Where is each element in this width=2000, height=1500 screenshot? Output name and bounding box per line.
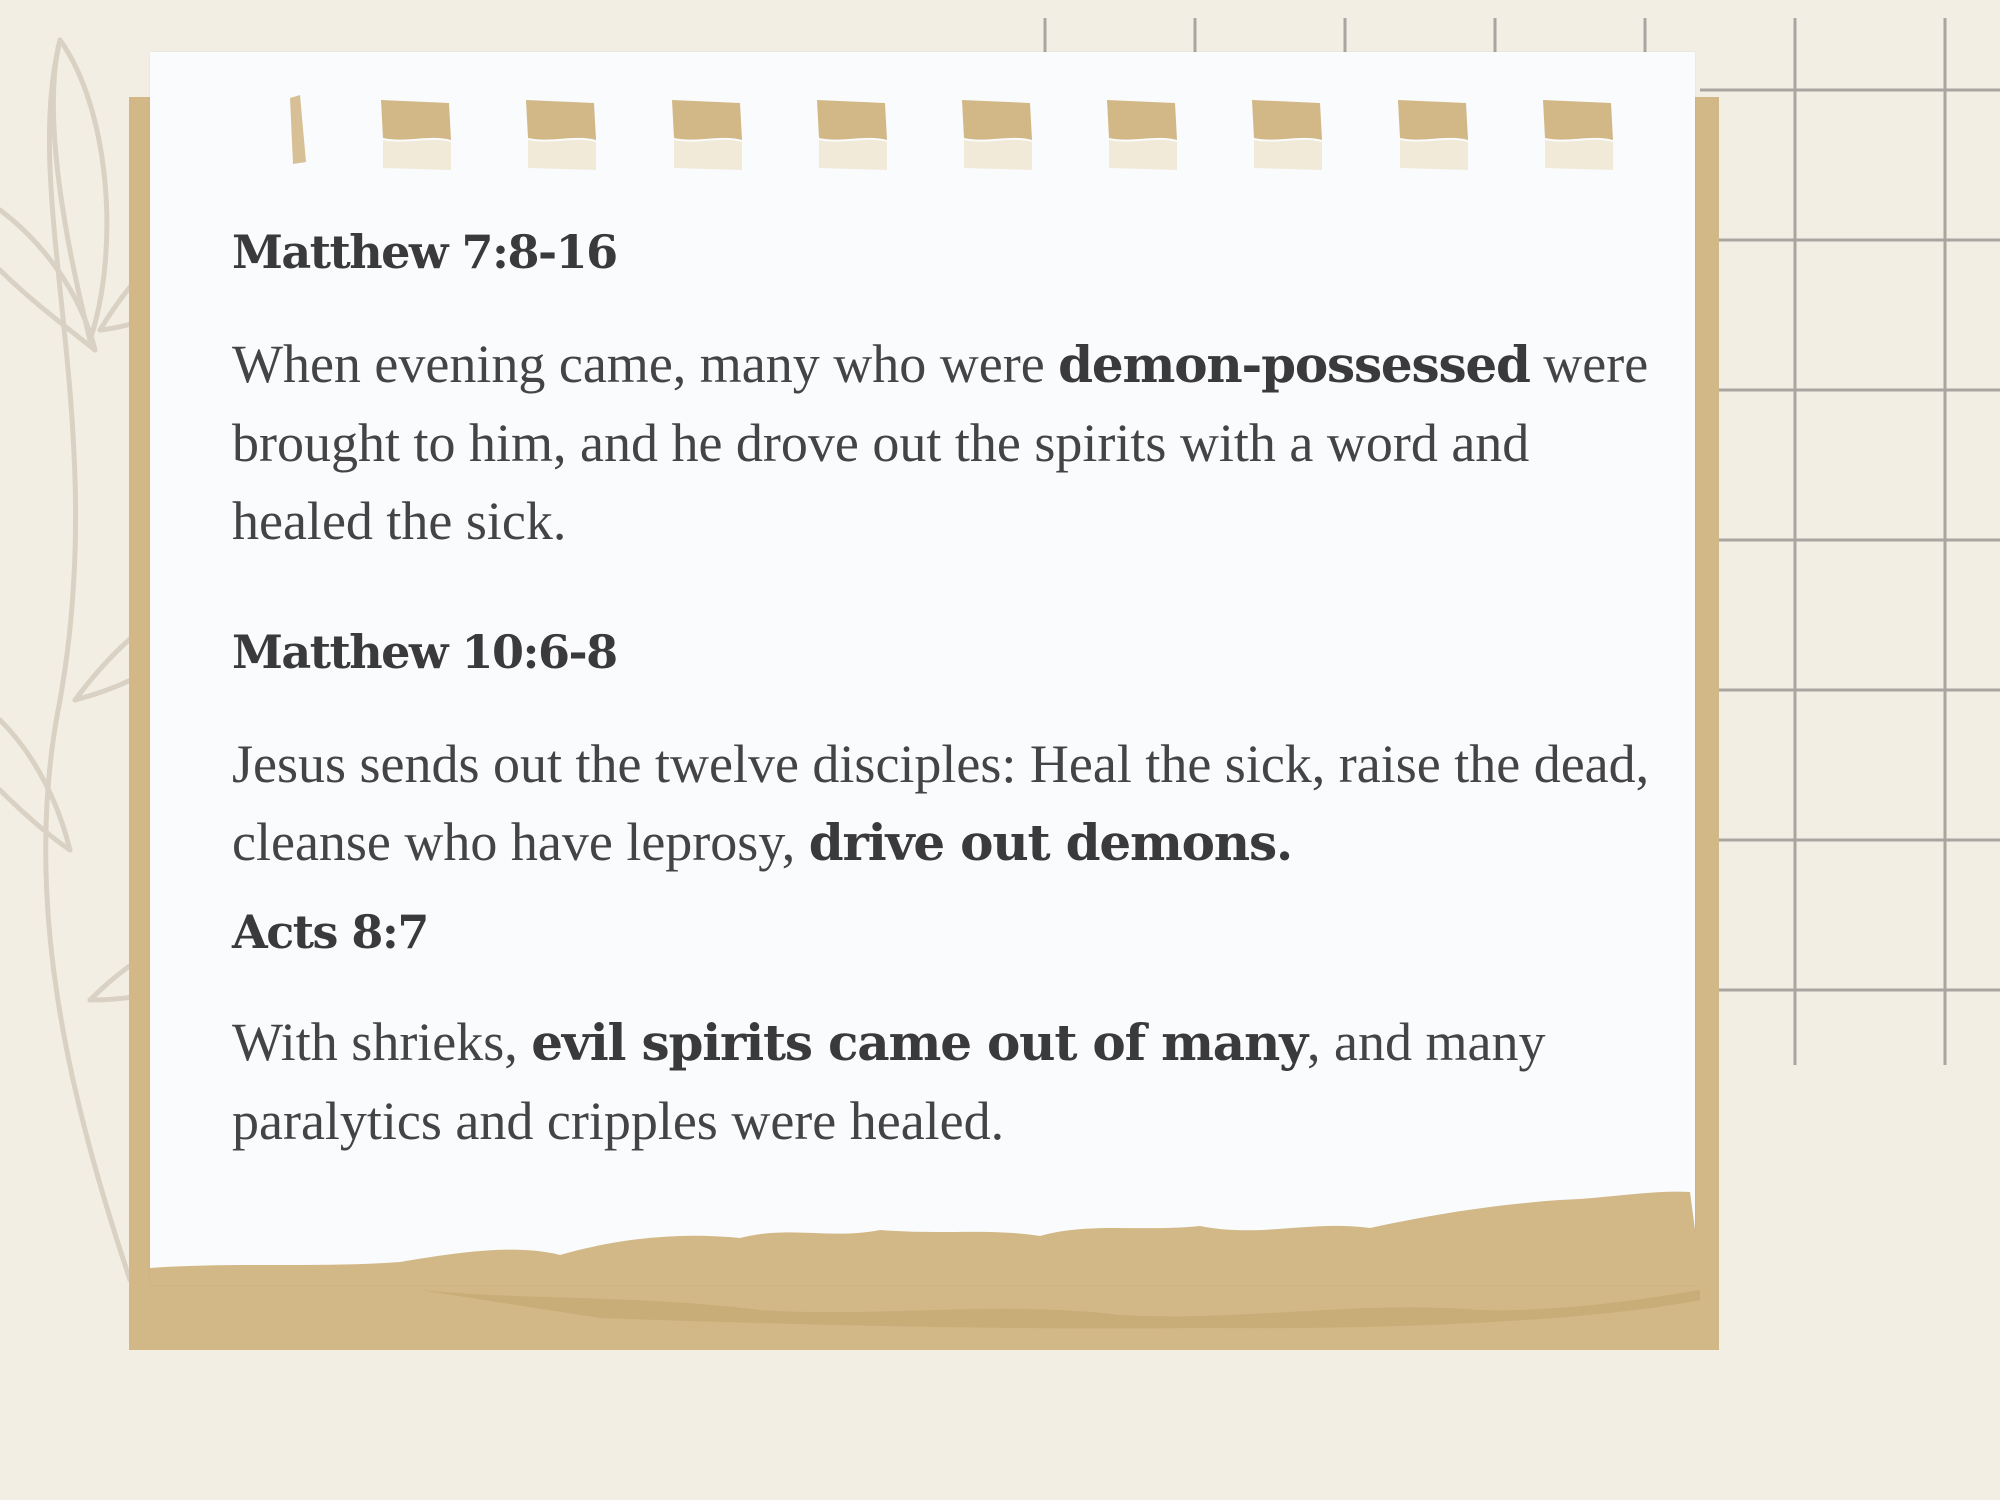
passage-emphasis: evil spirits came out of many bbox=[531, 1013, 1307, 1072]
passage-text: With shrieks, evil spirits came out of many, and many paralytics and cripples were healed. bbox=[232, 1012, 1546, 1151]
passage-reference: Acts 8:7 bbox=[232, 905, 428, 959]
passage-text: When evening came, many who were demon-possessed were brought to him, and he drove out the spirits with a word and healed the sick. bbox=[232, 334, 1649, 551]
passage-reference: Matthew 10:6-8 bbox=[232, 625, 617, 679]
passage-text: Jesus sends out the twelve disciples: Heal the sick, raise the dead, cleanse who have leprosy, drive out demons. bbox=[232, 734, 1650, 872]
passage-emphasis: demon-possessed bbox=[1058, 335, 1530, 394]
passage-reference: Matthew 7:8-16 bbox=[232, 225, 617, 279]
passage-emphasis: drive out demons. bbox=[808, 813, 1293, 872]
